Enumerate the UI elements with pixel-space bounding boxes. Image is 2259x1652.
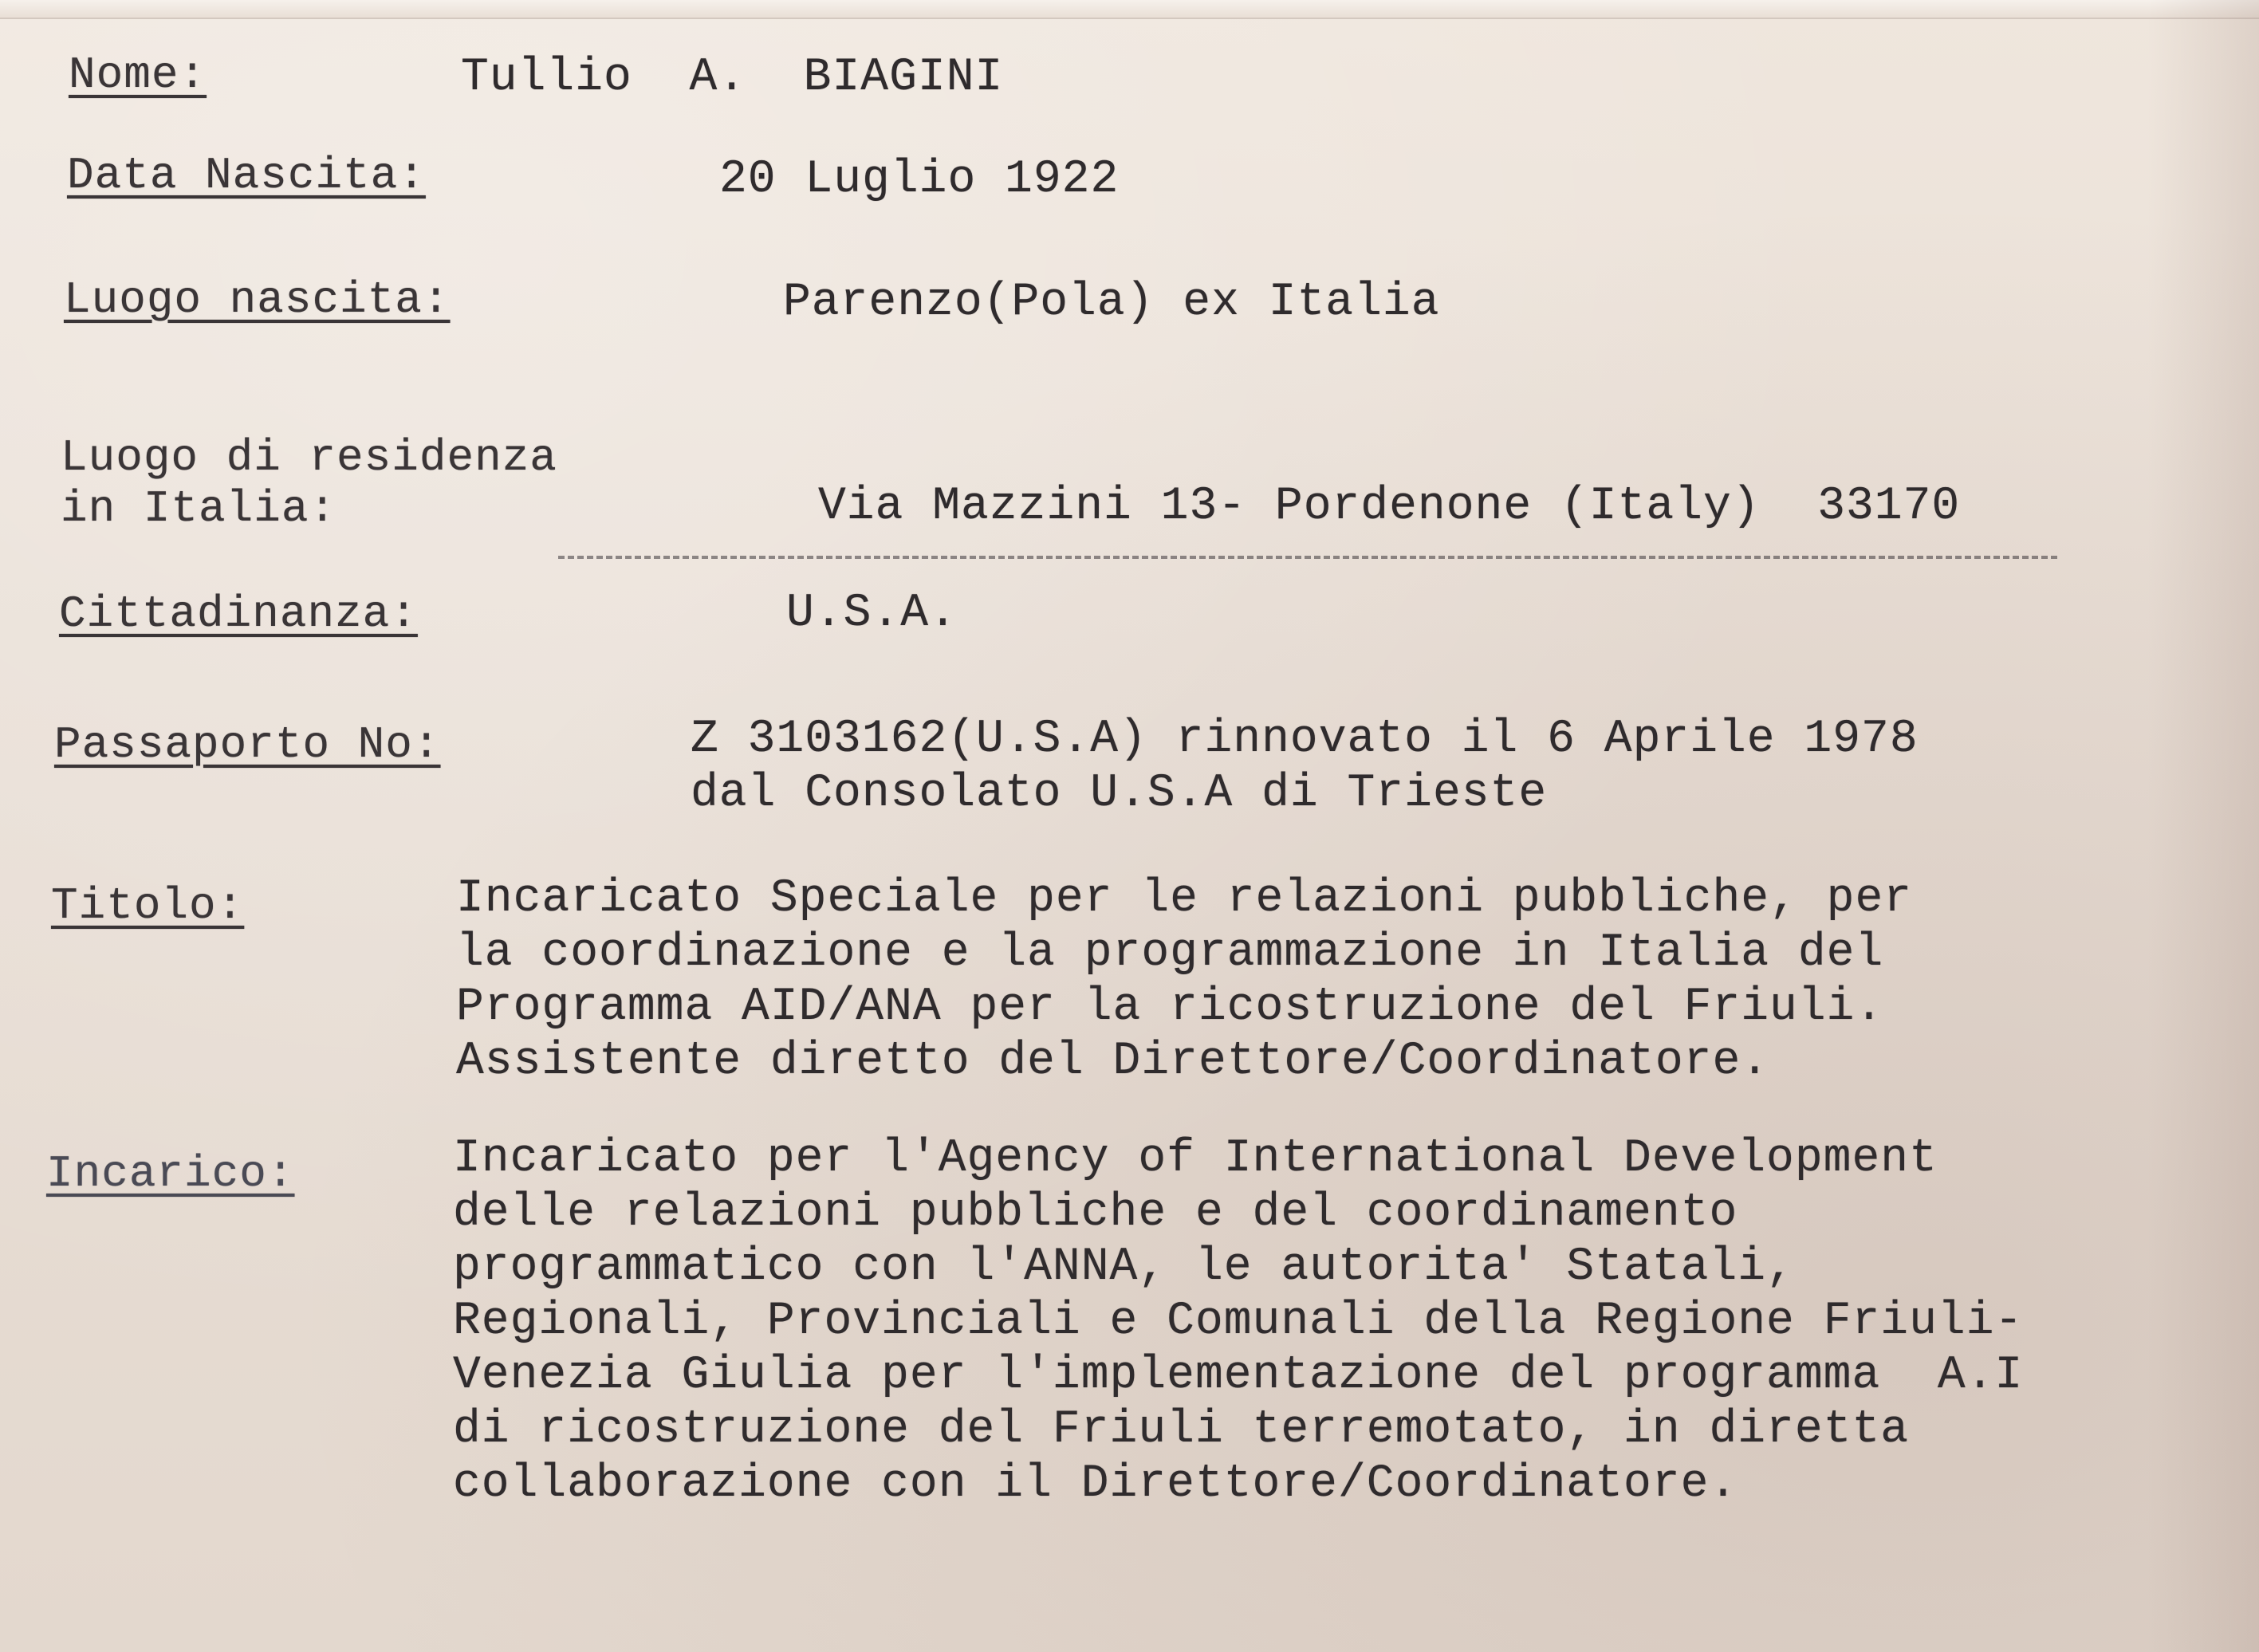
passaporto-line: Z 3103162(U.S.A) rinnovato il 6 Aprile 1978 [691,714,1919,765]
data-nascita-label: Data Nascita: [67,150,426,201]
incarico-line: Venezia Giulia per l'implementazione del programma A.I [453,1350,2024,1402]
incarico-line: di ricostruzione del Friuli terremotato, in diretta [453,1404,1910,1456]
residenza-label-line2: in Italia: [61,483,337,534]
residenza-label-line1: Luogo di residenza [61,432,557,483]
titolo-line: Incaricato Speciale per le relazioni pubbliche, per [456,873,1913,925]
dashed-separator [558,556,2057,559]
paper-top-edge [0,0,2259,19]
incarico-value [453,1132,2023,1512]
nome-label: Nome: [69,49,207,100]
cittadinanza-label: Cittadinanza: [59,588,418,639]
titolo-line: Assistente diretto del Direttore/Coordinatore. [456,1036,1770,1088]
residenza-value: Via Mazzini 13- Pordenone (Italy) 33170 [818,481,1961,533]
titolo-line: la coordinazione e la programmazione in Italia del [456,927,1884,979]
luogo-nascita-label: Luogo nascita: [64,274,451,325]
incarico-label: Incarico: [46,1148,295,1199]
incarico-line: programmatico con l'ANNA, le autorita' Statali, [453,1241,1795,1293]
titolo-line: Programma AID/ANA per la ricostruzione del Friuli. [456,981,1884,1033]
passaporto-label: Passaporto No: [54,719,441,770]
incarico-line: delle relazioni pubbliche e del coordinamento [453,1187,1738,1239]
incarico-line: Incaricato per l'Agency of International Development [453,1133,1938,1185]
passaporto-line: dal Consolato U.S.A di Trieste [691,768,1548,820]
nome-value: Tullio A. BIAGINI [461,52,1004,104]
cittadinanza-value: U.S.A. [786,588,958,639]
incarico-line: collaborazione con il Direttore/Coordinatore. [453,1458,1738,1510]
titolo-value [456,872,1912,1089]
luogo-nascita-value: Parenzo(Pola) ex Italia [783,277,1440,328]
passaporto-value [691,713,1919,821]
paper-shadow [2147,0,2259,1652]
incarico-line: Regionali, Provinciali e Comunali della Regione Friuli- [453,1296,2024,1347]
data-nascita-value: 20 Luglio 1922 [719,154,1120,206]
titolo-label: Titolo: [51,880,245,931]
